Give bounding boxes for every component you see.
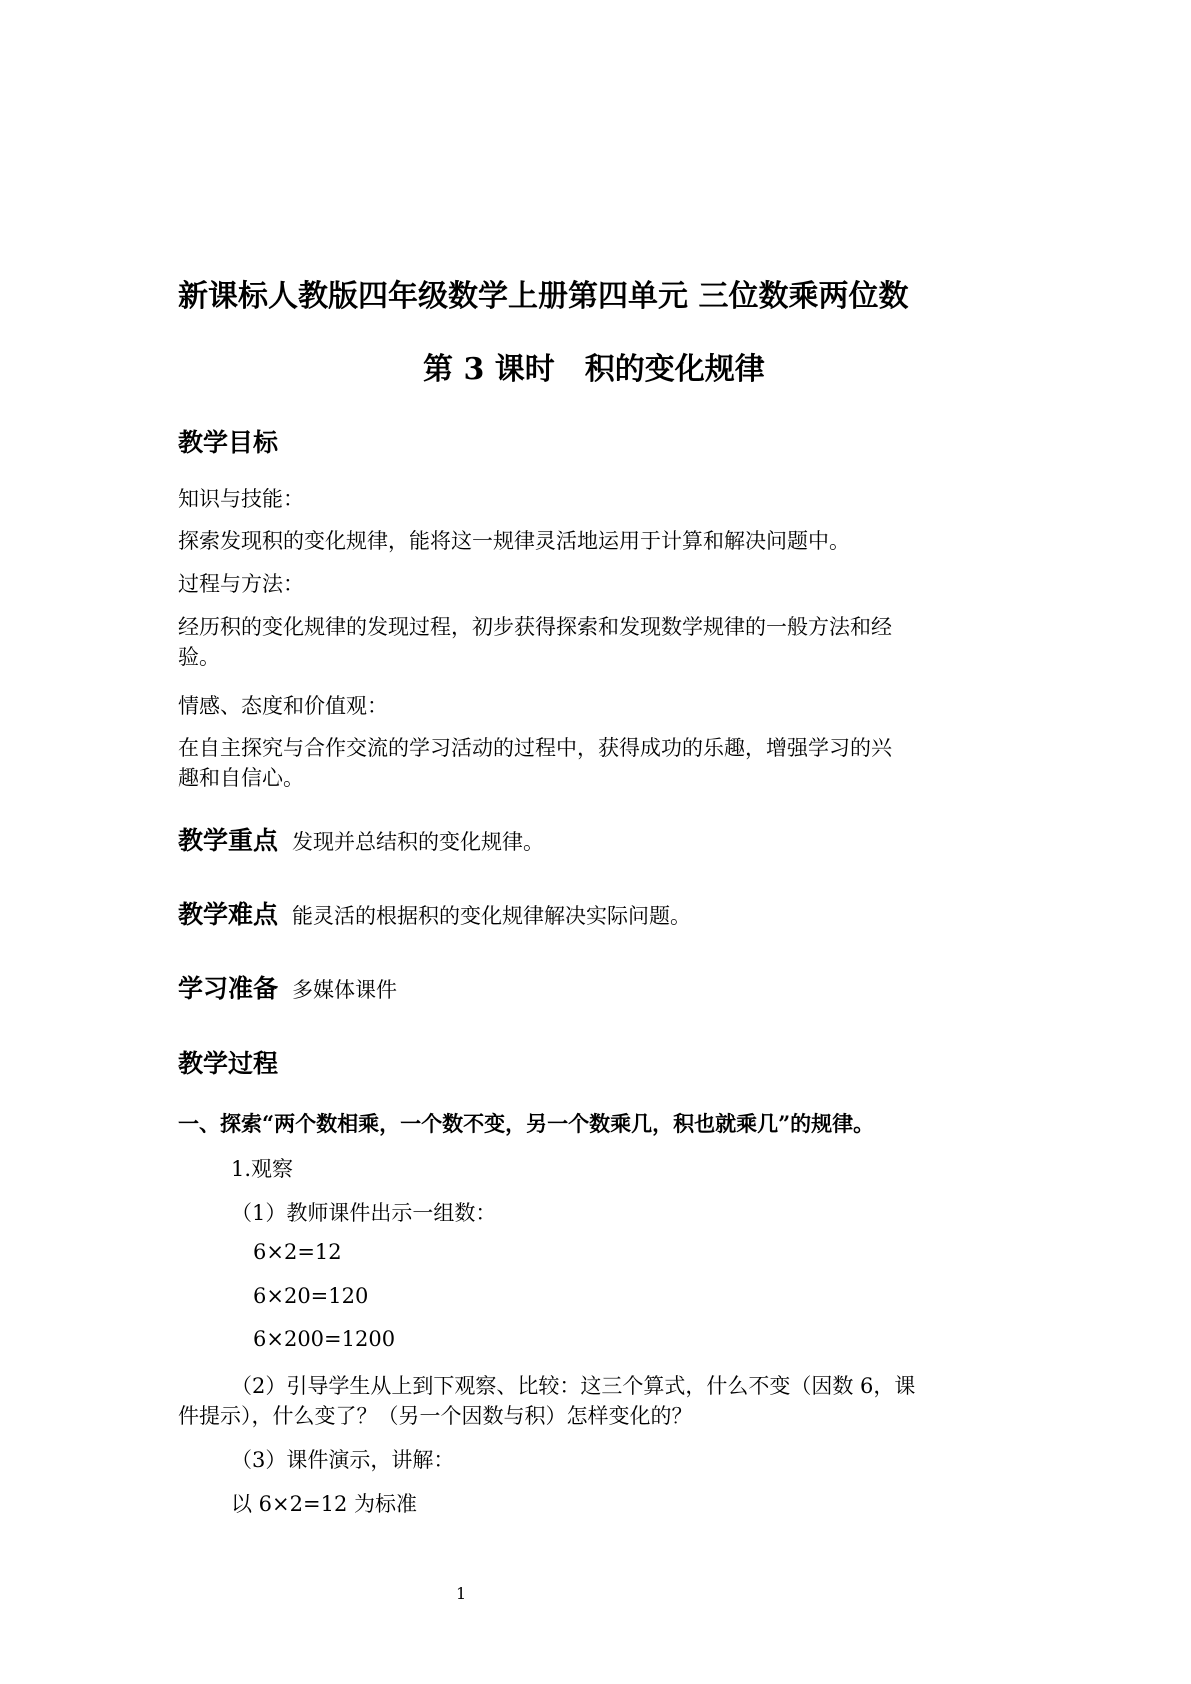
process-text-line-1: 经历积的变化规律的发现过程，初步获得探索和发现数学规律的一般方法和经 [178, 615, 892, 639]
emotion-text-line-1: 在自主探究与合作交流的学习活动的过程中，获得成功的乐趣，增强学习的兴 [178, 736, 892, 760]
preparation-row [178, 969, 397, 1005]
standard-line: 以 6×2=12 为标准 [231, 1492, 417, 1516]
key-point-row [178, 821, 544, 857]
item-2-line-2: 件提示），什么变了？（另一个因数与积）怎样变化的？ [178, 1404, 693, 1428]
page-number: 1 [456, 1584, 467, 1603]
difficulty-text: 能灵活的根据积的变化规律解决实际问题。 [292, 904, 692, 928]
objectives-heading: 教学目标 [178, 428, 279, 457]
document-title: 新课标人教版四年级数学上册第四单元 三位数乘两位数 [178, 279, 909, 314]
preparation-label: 学习准备 [178, 974, 279, 1003]
preparation-text: 多媒体课件 [292, 978, 398, 1002]
difficulty-label: 教学难点 [178, 900, 279, 929]
equation-3: 6×200=1200 [253, 1327, 396, 1351]
lesson-subtitle: 第 3 课时 积的变化规律 [423, 352, 765, 387]
difficulty-row [178, 895, 691, 931]
process-label: 过程与方法： [178, 572, 304, 596]
equation-1: 6×2=12 [253, 1240, 342, 1264]
emotion-label: 情感、态度和价值观： [178, 694, 388, 718]
section-1-title: 一、探索“两个数相乘，一个数不变，另一个数乘几，积也就乘几”的规律。 [178, 1111, 875, 1136]
teaching-process-heading: 教学过程 [178, 1049, 279, 1078]
item-3: （3）课件演示，讲解： [231, 1448, 455, 1472]
key-point-label: 教学重点 [178, 826, 279, 855]
emotion-text-line-2: 趣和自信心。 [178, 766, 304, 790]
key-point-text: 发现并总结积的变化规律。 [292, 830, 545, 854]
process-text-line-2: 验。 [178, 645, 220, 669]
item-1: （1）教师课件出示一组数： [231, 1201, 497, 1225]
step-observe: 1.观察 [231, 1157, 294, 1181]
item-2-line-1: （2）引导学生从上到下观察、比较：这三个算式，什么不变（因数 6，课 [231, 1374, 916, 1398]
knowledge-label: 知识与技能： [178, 487, 304, 511]
knowledge-text: 探索发现积的变化规律，能将这一规律灵活地运用于计算和解决问题中。 [178, 529, 850, 553]
equation-2: 6×20=120 [253, 1284, 369, 1308]
